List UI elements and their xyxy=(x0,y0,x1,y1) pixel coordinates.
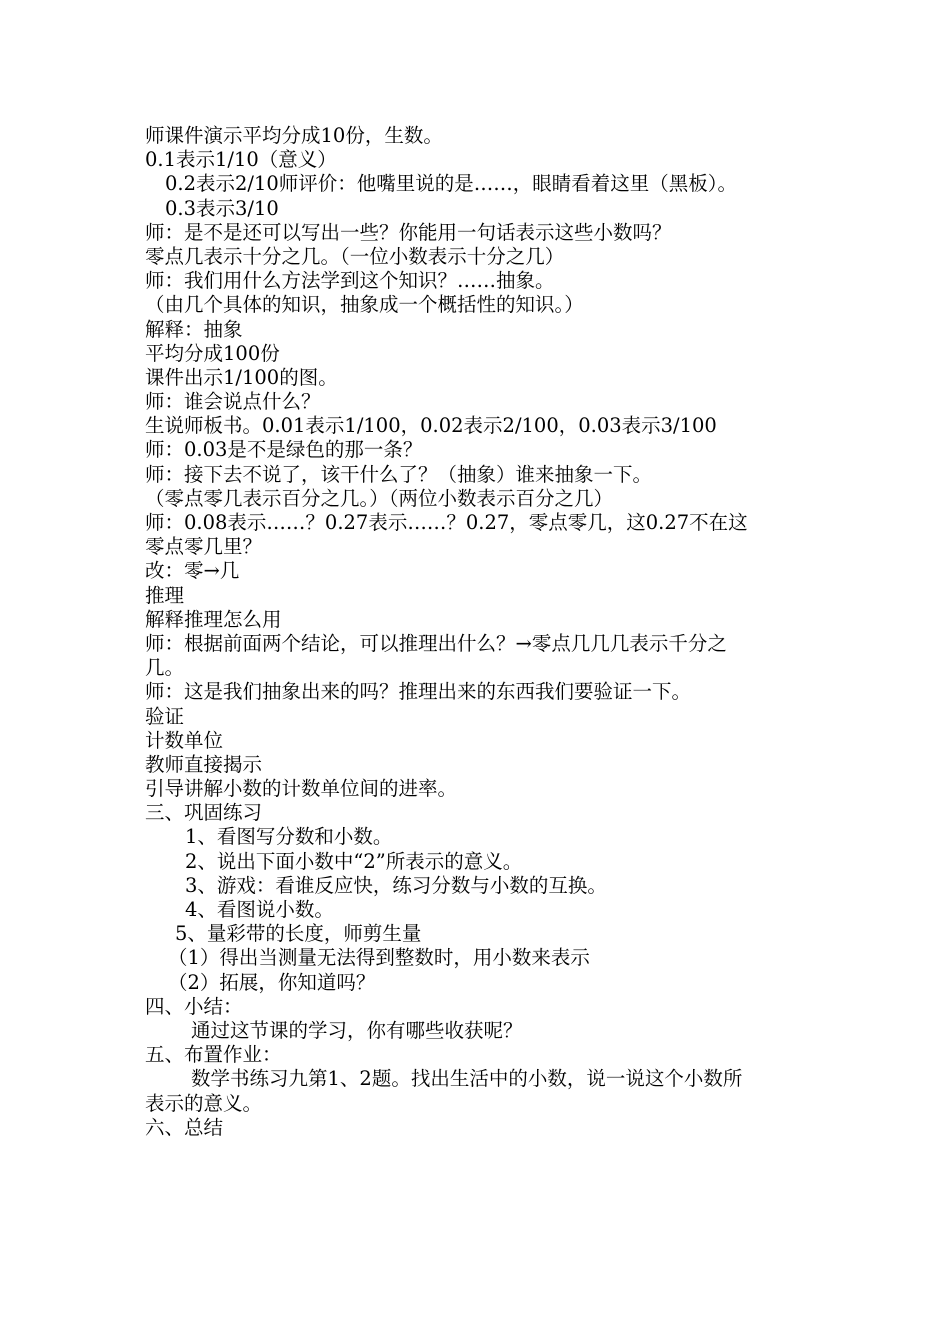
text-line: 解释：抽象 xyxy=(145,317,243,341)
text-line: 师：根据前面两个结论，可以推理出什么？→零点几几几表示千分之 xyxy=(145,631,727,655)
text-line: 计数单位 xyxy=(145,728,224,752)
text-line: 通过这节课的学习，你有哪些收获呢？ xyxy=(191,1018,523,1042)
section-heading: 六、总结 xyxy=(145,1115,224,1139)
text-line: （由几个具体的知识，抽象成一个概括性的知识。） xyxy=(145,293,584,317)
text-line: 师：这是我们抽象出来的吗？推理出来的东西我们要验证一下。 xyxy=(145,680,692,704)
text-line: 师：是不是还可以写出一些？你能用一句话表示这些小数吗？ xyxy=(145,220,672,244)
text-line: 推理 xyxy=(145,583,185,607)
text-line: 引导讲解小数的计数单位间的进率。 xyxy=(145,777,458,801)
list-subitem: （1）得出当测量无法得到整数时，用小数来表示 xyxy=(168,946,590,970)
text-line: 零点几表示十分之几。（一位小数表示十分之几） xyxy=(145,244,565,268)
text-line: 数学书练习九第1、2题。找出生活中的小数，说一说这个小数所 xyxy=(191,1067,743,1091)
text-line: 教师直接揭示 xyxy=(145,752,263,776)
text-line: 0.2表示2/10师评价：他嘴里说的是……，眼睛看着这里（黑板）。 xyxy=(165,172,738,196)
text-line: 师：0.08表示……？0.27表示……？0.27，零点零几，这0.27不在这 xyxy=(145,511,748,534)
text-line: 生说师板书。0.01表示1/100，0.02表示2/100，0.03表示3/100 xyxy=(145,414,717,438)
list-item: 5、量彩带的长度，师剪生量 xyxy=(175,922,422,946)
text-line: 平均分成100份 xyxy=(145,341,280,365)
text-line: 师课件演示平均分成10份，生数。 xyxy=(145,124,443,147)
text-line: 零点零几里？ xyxy=(145,535,263,559)
list-item: 2、说出下面小数中“2”所表示的意义。 xyxy=(185,849,523,873)
text-line: 师：我们用什么方法学到这个知识？……抽象。 xyxy=(145,269,555,293)
section-heading: 五、布置作业： xyxy=(145,1043,282,1067)
document-body xyxy=(145,124,810,1140)
text-line: 0.3表示3/10 xyxy=(165,196,279,220)
list-item: 1、看图写分数和小数。 xyxy=(185,825,393,849)
text-line: 几。 xyxy=(145,656,185,680)
list-item: 3、游戏：看谁反应快，练习分数与小数的互换。 xyxy=(185,873,607,897)
list-item: 4、看图说小数。 xyxy=(185,898,334,921)
text-line: 改：零→几 xyxy=(145,559,240,583)
text-line: 解释推理怎么用 xyxy=(145,607,282,631)
section-heading: 三、巩固练习 xyxy=(145,801,263,825)
text-line: 表示的意义。 xyxy=(145,1091,263,1115)
list-subitem: （2）拓展，你知道吗？ xyxy=(168,970,376,994)
text-line: （零点零几表示百分之几。）（两位小数表示百分之几） xyxy=(145,486,614,510)
text-line: 验证 xyxy=(145,704,185,728)
text-line: 师：接下去不说了，该干什么了？（抽象）谁来抽象一下。 xyxy=(145,462,653,486)
text-line: 课件出示1/100的图。 xyxy=(145,365,338,389)
section-heading: 四、小结： xyxy=(145,994,243,1018)
text-line: 师：谁会说点什么？ xyxy=(145,390,321,414)
text-line: 师：0.03是不是绿色的那一条？ xyxy=(145,438,423,462)
text-line: 0.1表示1/10（意义） xyxy=(145,148,337,172)
